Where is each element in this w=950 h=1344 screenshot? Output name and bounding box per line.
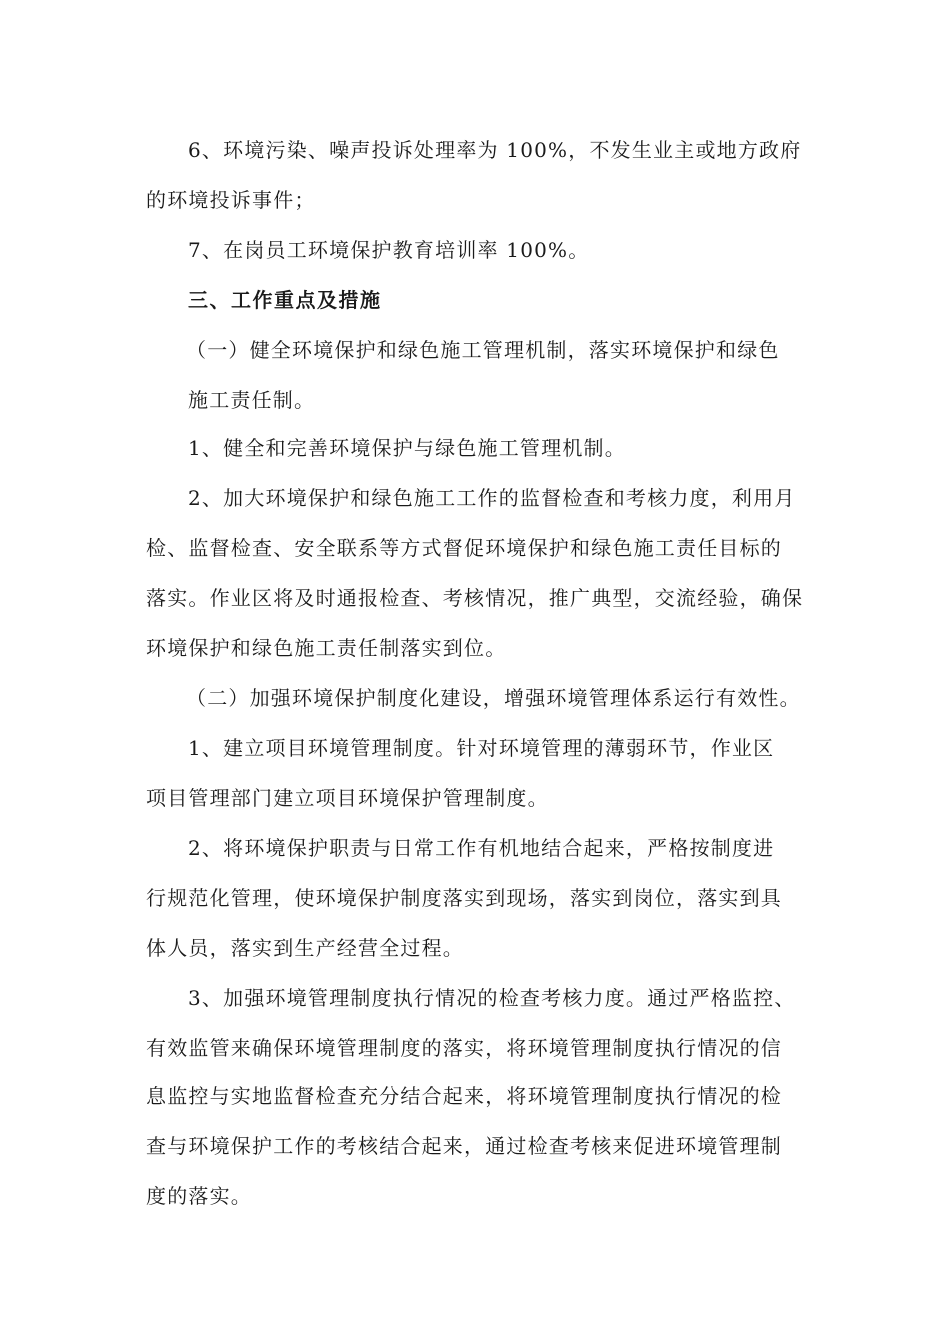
paragraph-line: 2、加大环境保护和绿色施工工作的监督检查和考核力度，利用月 [188, 486, 796, 510]
paragraph-line: 环境保护和绿色施工责任制落实到位。 [146, 636, 507, 660]
paragraph-line: 2、将环境保护职责与日常工作有机地结合起来，严格按制度进 [188, 836, 775, 860]
paragraph-line: 检、监督检查、安全联系等方式督促环境保护和绿色施工责任目标的 [146, 536, 782, 560]
paragraph-line: 落实。作业区将及时通报检查、考核情况，推广典型，交流经验，确保 [146, 586, 804, 610]
paragraph-line: 度的落实。 [146, 1184, 252, 1208]
paragraph-line: 7、在岗员工环境保护教育培训率 100%。 [188, 238, 590, 262]
paragraph-line: 行规范化管理，使环境保护制度落实到现场，落实到岗位，落实到具 [146, 886, 782, 910]
subsection-heading: （一）健全环境保护和绿色施工管理机制，落实环境保护和绿色 [186, 338, 780, 362]
paragraph-line: 有效监管来确保环境管理制度的落实，将环境管理制度执行情况的信 [146, 1036, 782, 1060]
paragraph-line: 的环境投诉事件； [146, 188, 316, 212]
paragraph-line: 查与环境保护工作的考核结合起来，通过检查考核来促进环境管理制 [146, 1134, 782, 1158]
paragraph-line: 3、加强环境管理制度执行情况的检查考核力度。通过严格监控、 [188, 986, 796, 1010]
subsection-heading-cont: 施工责任制。 [188, 388, 316, 412]
paragraph-line: 1、建立项目环境管理制度。针对环境管理的薄弱环节，作业区 [188, 736, 775, 760]
subsection-heading: （二）加强环境保护制度化建设，增强环境管理体系运行有效性。 [186, 686, 801, 710]
paragraph-line: 体人员，落实到生产经营全过程。 [146, 936, 464, 960]
paragraph-line: 1、健全和完善环境保护与绿色施工管理机制。 [188, 436, 626, 460]
section-heading: 三、工作重点及措施 [188, 288, 382, 312]
paragraph-line: 项目管理部门建立项目环境保护管理制度。 [146, 786, 549, 810]
paragraph-line: 息监控与实地监督检查充分结合起来，将环境管理制度执行情况的检 [146, 1084, 782, 1108]
paragraph-line: 6、环境污染、噪声投诉处理率为 100%，不发生业主或地方政府 [188, 138, 802, 162]
